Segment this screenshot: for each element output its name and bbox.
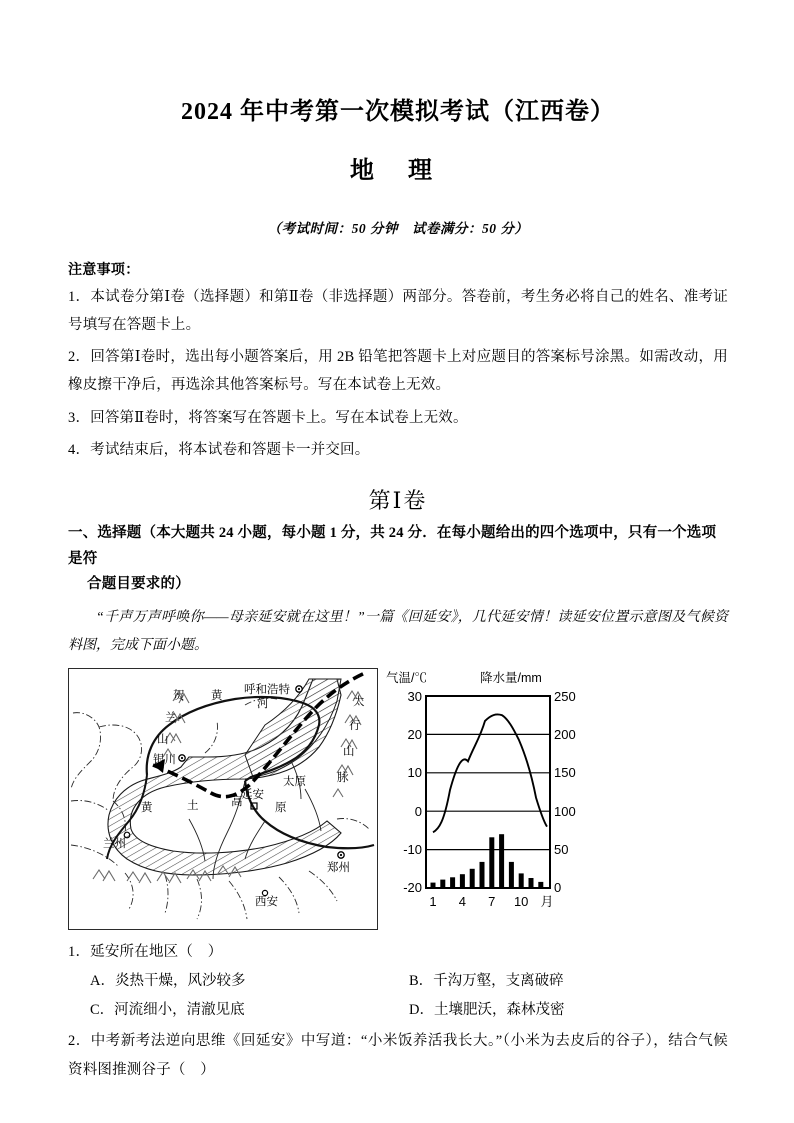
svg-text:7: 7	[488, 894, 496, 910]
city-label-lanzhou: 兰州	[103, 838, 126, 851]
question-1-option-d[interactable]: D．土壤肥沃，森林茂密	[409, 1002, 565, 1019]
mc-heading-line-2: 合题目要求的）	[87, 575, 190, 592]
plateau-label-tu: 土	[187, 800, 199, 813]
city-label-zhengzhou: 郑州	[327, 862, 350, 875]
question-1-options-row-1	[68, 967, 728, 996]
question-2-text: 2．中考新考法逆向思维《回延安》中写道：“小米饭养活我长大。”（小米为去皮后的谷子），结合气候资料图推测谷子（ ）	[68, 1033, 728, 1079]
chart-right-ticks	[554, 689, 576, 895]
precipitation-bars	[431, 835, 544, 889]
question-1-option-c[interactable]: C．河流细小，清澈见底	[90, 1002, 245, 1019]
svg-text:150: 150	[554, 765, 576, 781]
city-label-huhehaote: 呼和浩特	[244, 684, 290, 697]
section-title-volume-1: 第Ⅰ卷	[368, 488, 428, 514]
page-title: 2024 年中考第一次模拟考试（江西卷）	[181, 99, 615, 125]
svg-text:0: 0	[414, 804, 422, 820]
svg-text:4: 4	[458, 894, 467, 910]
mountain-label-he: 贺	[173, 690, 185, 703]
svg-text:100: 100	[554, 804, 576, 820]
plateau-label-gao: 高	[231, 796, 243, 809]
svg-text:10: 10	[513, 894, 529, 910]
chart-plot-frame	[426, 696, 550, 888]
svg-text:20: 20	[407, 727, 422, 743]
svg-text:50: 50	[554, 842, 569, 858]
notice-item-4: 4．考试结束后，将本试卷和答题卡一并交回。	[68, 441, 370, 458]
city-label-taiyuan: 太原	[283, 776, 306, 789]
svg-text:-10: -10	[403, 842, 422, 858]
notice-item-2: 2．回答第Ⅰ卷时，选出每小题答案后，用 2B 铅笔把答题卡上对应题目的答案标号涂黑。如需改动，用橡皮擦干净后，再选涂其他答案标号。写在本试卷上无效。	[68, 349, 728, 394]
mc-heading-line-1: 一、选择题（本大题共 24 小题，每小题 1 分，共 24 分．在每小题给出的四个选项中，只有一个选项是符	[68, 525, 717, 567]
river-label-he: 河	[257, 698, 269, 711]
page-content	[68, 0, 728, 1085]
map-svg	[69, 669, 376, 928]
svg-text:250: 250	[554, 689, 576, 705]
mountain-label-lan: 兰	[165, 712, 177, 725]
question-1-option-b[interactable]: B．千沟万壑，支离破碎	[409, 973, 564, 990]
helan-mountains-glyph	[163, 693, 189, 757]
subject-title: 地 理	[350, 157, 446, 184]
question-stem-passage: “千声万声呼唤你——母亲延安就在这里！”一篇《回延安》，几代延安情！读延安位置示意图及气候资料图，完成下面小题。	[68, 610, 728, 654]
notice-item-3: 3．回答第Ⅱ卷时，将答案写在答题卡上。写在本试卷上无效。	[68, 409, 468, 426]
climate-chart-svg	[384, 668, 590, 926]
figure-group	[68, 668, 728, 936]
exam-meta: （考试时间：50 分钟 试卷满分：50 分）	[267, 220, 529, 236]
chart-left-ticks	[403, 689, 422, 895]
river-label-huang: 黄	[211, 690, 223, 703]
mountain-label-shan2: 山	[343, 746, 355, 759]
svg-text:30: 30	[407, 689, 422, 705]
map-yanan-location	[68, 668, 378, 930]
mountain-label-tai: 太	[353, 696, 365, 709]
chart-right-axis-title: 降水量/mm	[480, 671, 542, 686]
chart-left-axis-title: 气温/℃	[386, 671, 427, 686]
multiple-choice-heading	[68, 521, 728, 597]
svg-text:200: 200	[554, 727, 576, 743]
climate-chart-yanan	[384, 668, 590, 930]
mountain-label-mai: 脉	[337, 772, 349, 785]
chart-x-ticks	[429, 894, 553, 909]
plateau-label-yuan: 原	[275, 802, 287, 815]
chart-gridlines	[426, 735, 550, 850]
svg-text:-20: -20	[403, 880, 422, 896]
plateau-label-huang: 黄	[141, 802, 153, 815]
question-1-text: 1．延安所在地区（ ）	[68, 944, 223, 961]
question-1-option-a[interactable]: A．炎热干燥，风沙较多	[90, 973, 246, 990]
svg-text:0: 0	[554, 880, 562, 896]
mountain-label-shan: 山	[157, 734, 169, 747]
notice-item-1: 1．本试卷分第Ⅰ卷（选择题）和第Ⅱ卷（非选择题）两部分。答卷前，考生务必将自己的姓名、准考证号填写在答题卡上。	[68, 288, 728, 333]
svg-text:1: 1	[429, 894, 437, 910]
city-label-yanan: 延安	[241, 789, 264, 802]
svg-text:月: 月	[540, 894, 554, 910]
svg-text:10: 10	[407, 765, 422, 781]
city-label-xian: 西安	[255, 896, 278, 909]
mountain-label-xing: 行	[349, 720, 361, 733]
question-1-options-row-2	[68, 996, 728, 1025]
city-label-yinchuan: 银川	[153, 754, 176, 767]
notice-heading: 注意事项：	[68, 262, 140, 278]
